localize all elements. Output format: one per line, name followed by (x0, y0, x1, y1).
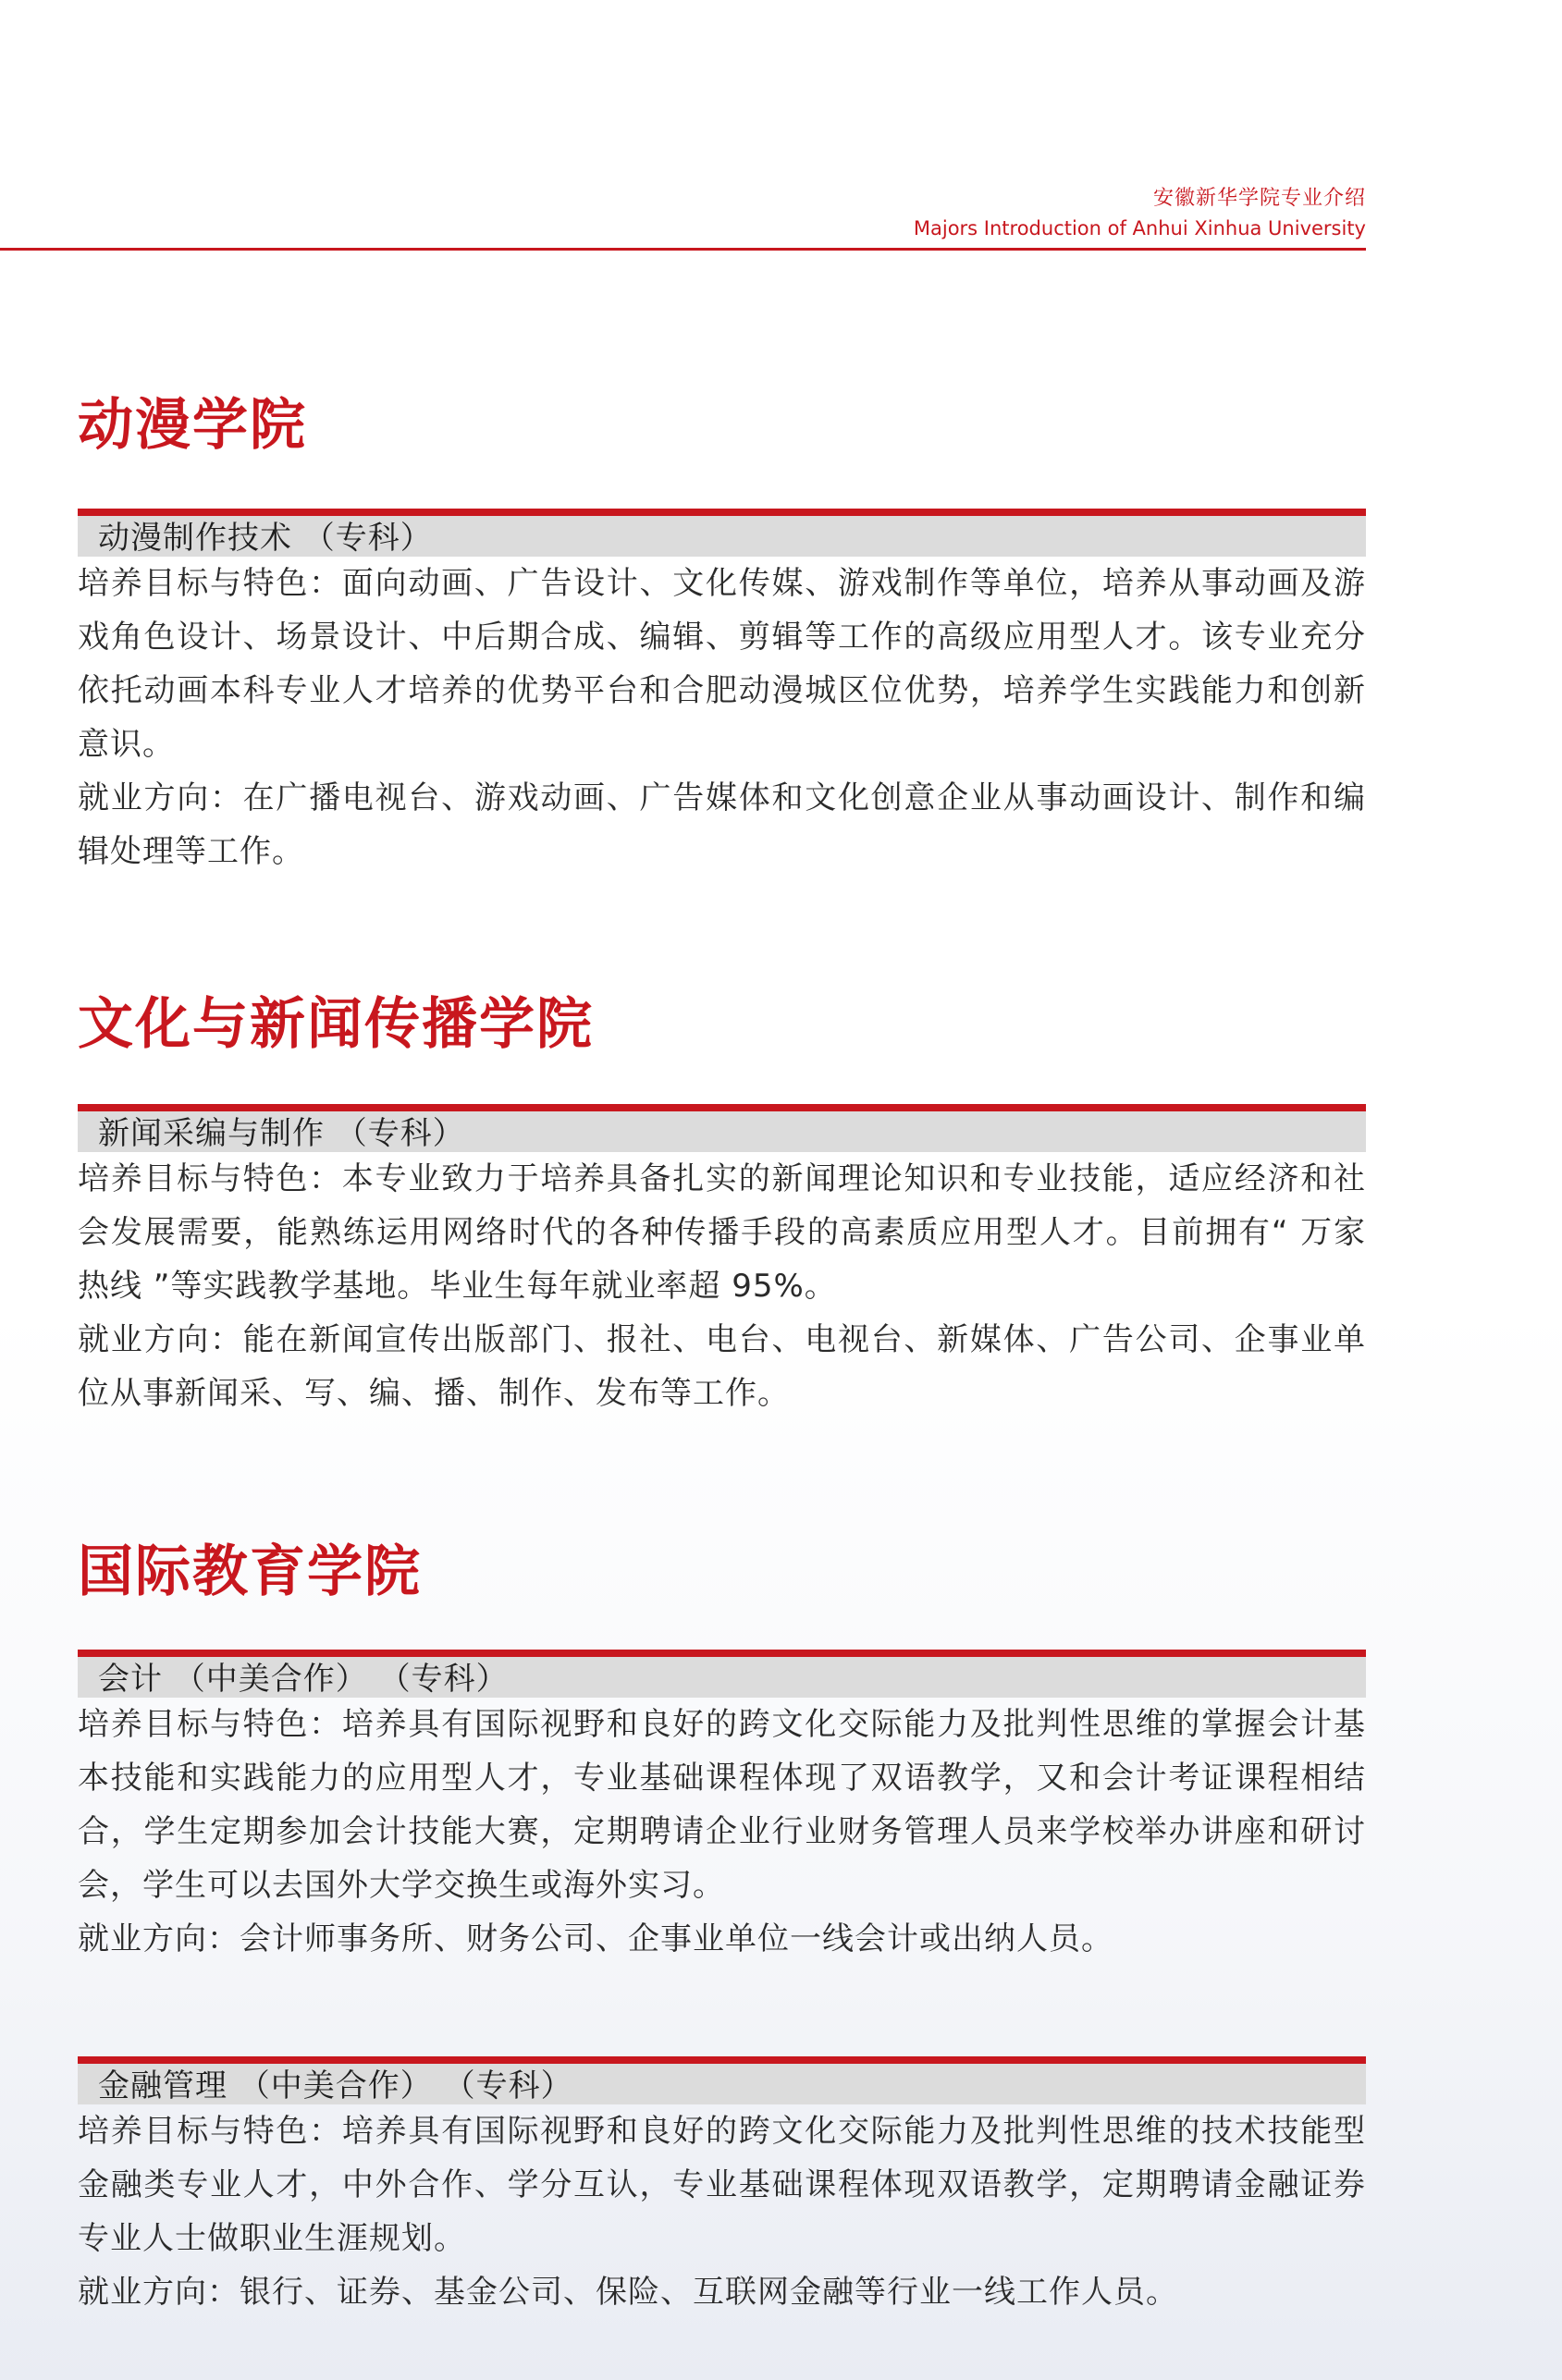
major-goal: 培养目标与特色：本专业致力于培养具备扎实的新闻理论知识和专业技能，适应经济和社会发展需要，能熟练运用网络时代的各种传播手段的高素质应用型人才。目前拥有“ 万家热线 ”等实践教学基地。毕业生每年就业率超 95%。 (78, 1160, 1366, 1305)
section-animation (78, 388, 1366, 878)
major-header (78, 2056, 1366, 2104)
major-goal: 培养目标与特色：面向动画、广告设计、文化传媒、游戏制作等单位，培养从事动画及游戏角色设计、场景设计、中后期合成、编辑、剪辑等工作的高级应用型人才。该专业充分依托动画本科专业人才培养的优势平台和合肥动漫城区位优势，培养学生实践能力和创新意识。 (78, 565, 1366, 763)
section-international (78, 1535, 1366, 2319)
major-header (78, 509, 1366, 557)
section-title: 国际教育学院 (78, 1540, 422, 1604)
major-name: 金融管理 （中美合作） （专科） (98, 2067, 573, 2104)
major-header (78, 1104, 1366, 1152)
section-title: 文化与新闻传播学院 (78, 992, 594, 1057)
major-header (78, 1650, 1366, 1698)
major-name: 动漫制作技术 （专科） (98, 520, 433, 557)
major-goal: 培养目标与特色：培养具有国际视野和良好的跨文化交际能力及批判性思维的技术技能型金融类专业人才，中外合作、学分互认，专业基础课程体现双语教学，定期聘请金融证券专业人士做职业生涯规划。 (78, 2113, 1366, 2257)
header-title-cn: 安徽新华学院专业介绍 (1152, 187, 1366, 210)
major-career: 就业方向：银行、证券、基金公司、保险、互联网金融等行业一线工作人员。 (78, 2274, 1178, 2311)
major-career: 就业方向：在广播电视台、游戏动画、广告媒体和文化创意企业从事动画设计、制作和编辑处理等工作。 (78, 779, 1366, 870)
page-header (914, 183, 1366, 242)
major-goal: 培养目标与特色：培养具有国际视野和良好的跨文化交际能力及批判性思维的掌握会计基本技能和实践能力的应用型人才，专业基础课程体现了双语教学，又和会计考证课程相结合，学生定期参加会计技能大赛，定期聘请企业行业财务管理人员来学校举办讲座和研讨会，学生可以去国外大学交换生或海外实习。 (78, 1706, 1366, 1904)
major-career: 就业方向：会计师事务所、财务公司、企事业单位一线会计或出纳人员。 (78, 1920, 1113, 1957)
major-name: 新闻采编与制作 （专科） (98, 1115, 465, 1152)
section-title: 动漫学院 (78, 393, 307, 458)
header-divider (0, 248, 1366, 251)
header-title-en: Majors Introduction of Anhui Xinhua University (913, 217, 1366, 239)
major-name: 会计 （中美合作） （专科） (98, 1661, 509, 1698)
section-journalism (78, 988, 1366, 1420)
major-career: 就业方向：能在新闻宣传出版部门、报社、电台、电视台、新媒体、广告公司、企事业单位从事新闻采、写、编、播、制作、发布等工作。 (78, 1321, 1366, 1412)
